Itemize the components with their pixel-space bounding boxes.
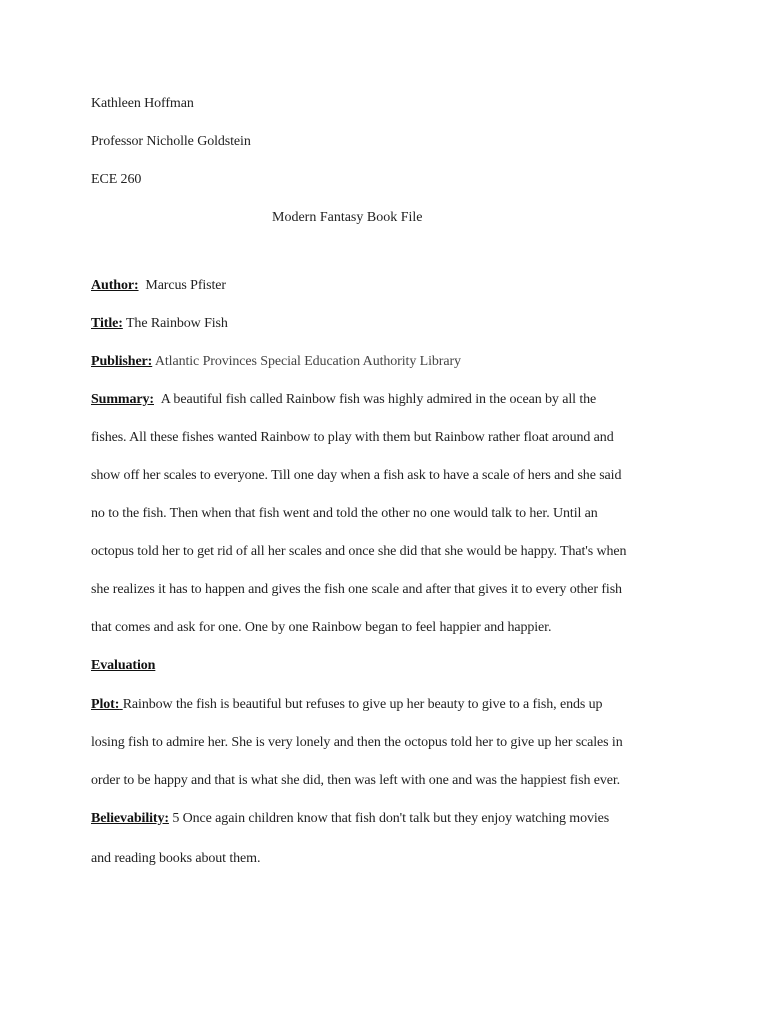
believability-line-1	[91, 810, 609, 828]
title-value: The Rainbow Fish	[125, 316, 228, 331]
publisher-line	[91, 353, 461, 371]
summary-line-6: she realizes it has to happen and gives the fish one scale and after that gives it to every other fish	[91, 582, 622, 597]
summary-line-5: octopus told her to get rid of all her scales and once she did that she would be happy. That's when	[91, 544, 627, 559]
believability-text: 5 Once again children know that fish don't talk but they enjoy watching movies	[172, 811, 610, 826]
summary-line-7: that comes and ask for one. One by one Rainbow began to feel happier and happier.	[91, 620, 552, 635]
plot-line-1	[91, 696, 602, 714]
author-value: Marcus Pfister	[145, 278, 226, 293]
summary-line-3: show off her scales to everyone. Till one day when a fish ask to have a scale of hers and she said	[91, 468, 622, 483]
summary-line-1	[91, 391, 596, 409]
author-label: Author:	[91, 278, 139, 293]
evaluation-heading: Evaluation	[91, 658, 156, 673]
plot-text: Rainbow the fish is beautiful but refuses to give up her beauty to give to a fish, ends up	[122, 697, 603, 712]
plot-line-3: order to be happy and that is what she did, then was left with one and was the happiest fish ever.	[91, 773, 621, 788]
evaluation-heading-line	[91, 657, 155, 675]
summary-line-2: fishes. All these fishes wanted Rainbow to play with them but Rainbow rather float around and	[91, 430, 614, 445]
summary-line-4: no to the fish. Then when that fish went and told the other no one would talk to her. Until an	[91, 506, 598, 521]
title-line	[91, 315, 228, 333]
author-line	[91, 277, 226, 295]
publisher-label: Publisher:	[91, 354, 153, 369]
course-code: ECE 260	[91, 172, 142, 187]
plot-label: Plot:	[91, 697, 120, 712]
professor-name: Professor Nicholle Goldstein	[91, 134, 251, 149]
document-title: Modern Fantasy Book File	[272, 210, 423, 225]
title-label: Title:	[91, 316, 123, 331]
publisher-value: Atlantic Provinces Special Education Authority Library	[154, 354, 461, 369]
student-name: Kathleen Hoffman	[91, 96, 194, 111]
believability-label: Believability:	[91, 811, 169, 826]
summary-label: Summary:	[91, 392, 154, 407]
plot-line-2: losing fish to admire her. She is very lonely and then the octopus told her to give up her scales in	[91, 735, 623, 750]
summary-text: A beautiful fish called Rainbow fish was highly admired in the ocean by all the	[160, 392, 597, 407]
believability-line-2: and reading books about them.	[91, 851, 261, 866]
